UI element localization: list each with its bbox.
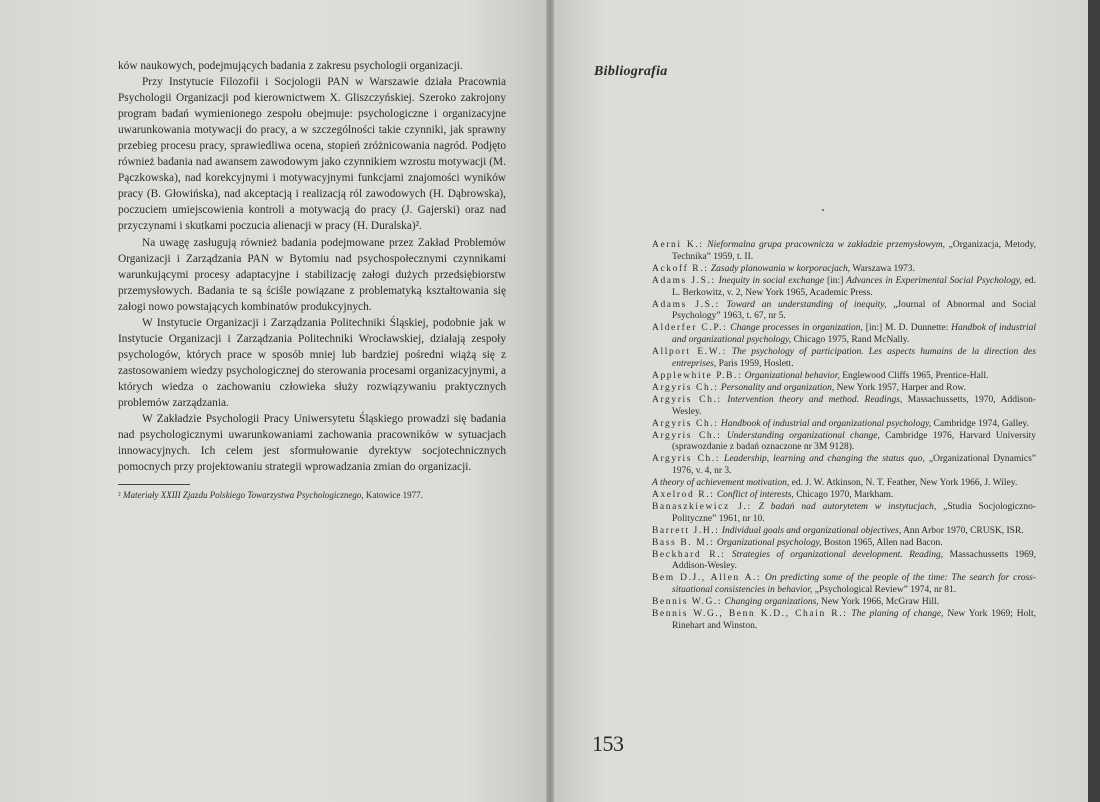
- entry-author: Allport E.W.:: [652, 347, 727, 358]
- bibliography-entry: [652, 526, 1036, 538]
- bibliography-entry: [652, 609, 1036, 633]
- entry-author: Argyris Ch.:: [652, 382, 719, 393]
- footnote-title: Materiały XXIII Zjazdu Polskiego Towarzystwa Psychologicznego,: [122, 490, 364, 501]
- entry-rest: „Studia Socjologiczno-Polityczne” 1961, nr 10.: [672, 501, 1037, 524]
- paragraph: W Instytucie Organizacji i Zarządzania Politechniki Śląskiej, podobnie jak w Instytucie Organizacji i Zarządzania Politechniki Wrocławskiej, działają zespoły psychologów, których prace w sposób mniej lub bardziej pośredni wiążą się z zastosowaniem wiedzy psychologicznej do sterowania procesami organizacyjnymi, a których wiedza o zachowaniu człowieka służy rozwiązywaniu praktycznych problemów zarządzania.: [118, 316, 506, 409]
- bibliography-entry: [652, 300, 1036, 324]
- paragraph: Przy Instytucie Filozofii i Socjologii PAN w Warszawie działa Pracownia Psychologii Organizacji pod kierownictwem X. Gliszczyńskiej. Szeroko zakrojony program badań wymienionego zespołu obejmuje: psychologiczne i organizacyjne uwarunkowania motywacji do pracy, a w szczególności takie czynniki, jak sprawny przebieg procesu pracy, sprawiedliwa ocena, stopień zróżnicowania nagród. Podjęto również badania nad awansem zawodowym jako czynnikiem wzrostu motywacji (M. Pączkowska), nad korekcyjnymi i motywacyjnymi funkcjami znajomości wyników pracy (B. Głowińska), nad akceptacją i realizacją ról zawodowych (H. Dąbrowska), poczuciem umiejscowienia kontroli a motywacją do pracy (J. Gajerski) oraz nad przyczynami i skutkami poczucia alienacji w pracy (H. Duralska)².: [118, 76, 506, 233]
- entry-title: Inequity in social exchange: [718, 275, 825, 286]
- bibliography-entry: [652, 431, 1036, 455]
- entry-rest: New York 1966, McGraw Hill.: [818, 597, 939, 608]
- entry-title: Leadership, learning and changing the status quo,: [724, 454, 925, 465]
- entry-rest: New York 1957, Harper and Row.: [834, 382, 966, 393]
- entry-title: On predicting some of the people of the time: The search for cross-situational consistencies in behavior,: [672, 573, 1036, 596]
- bibliography-entry: [652, 323, 1036, 347]
- entry-rest: Warszawa 1973.: [850, 263, 915, 274]
- bibliography-entry: [652, 490, 1036, 502]
- bibliography-entry: [652, 478, 1036, 490]
- entry-rest: Cambridge 1974, Galley.: [931, 418, 1029, 429]
- entry-author: Aerni K.:: [652, 240, 704, 250]
- paragraph: W Zakładzie Psychologii Pracy Uniwersytetu Śląskiego prowadzi się badania nad psychologicznymi uwarunkowaniami zachowania pracowników w sytuacjach innowacyjnych. Ich celem jest sformułowanie dyrektyw socjotechnicznych pomocnych przy projektowaniu strategii wprowadzania zmian do organizacji.: [118, 413, 506, 474]
- bibliography-entry: [652, 454, 1036, 478]
- entry-title: Intervention theory and method. Readings,: [727, 394, 903, 405]
- bibliography-entry: [652, 550, 1036, 574]
- entry-title: Strategies of organizational development. Reading,: [731, 549, 944, 560]
- bibliography-entry: [652, 347, 1036, 371]
- entry-rest: „Organizational Dynamics” 1976, v. 4, nr 3.: [672, 454, 1037, 477]
- entry-author: Bass B. M.:: [652, 537, 715, 548]
- bibliography-heading: Bibliografia: [594, 64, 668, 79]
- entry-title: The psychology of participation. Les aspects humains de la direction des entreprises,: [672, 347, 1037, 370]
- entry-author: Adams J.S.:: [652, 299, 720, 310]
- entry-rest: Englewood Cliffs 1965, Prentice-Hall.: [839, 370, 989, 381]
- paragraph: Na uwagę zasługują również badania podejmowane przez Zakład Problemów Organizacji i Zarządzania PAN w Bytomiu nad psychospołecznymi czynnikami warunkującymi procesy adaptacyjne i stabilizację załogi dużych przedsiębiorstw przemysłowych. Badania te są ściśle powiązane z problematyką kształtowania się załogi nowo powstających kombinatów produkcyjnych.: [118, 236, 506, 313]
- entry-rest: ed. J. W. Atkinson, N. T. Feather, New York 1966, J. Wiley.: [789, 478, 1018, 489]
- entry-title: Conflict of interests,: [716, 490, 794, 501]
- entry-title: Organizational psychology,: [716, 537, 822, 548]
- entry-author: Applewhite P.B.:: [652, 370, 743, 381]
- left-text-column: [118, 58, 506, 501]
- paper-speck: [822, 209, 824, 211]
- entry-title: Organizational behavior,: [744, 370, 840, 381]
- bibliography-entry: [652, 240, 1036, 264]
- paragraph: ków naukowych, podejmujących badania z zakresu psychologii organizacji.: [118, 60, 463, 72]
- entry-rest2: Chicago 1975, Rand McNally.: [791, 335, 910, 346]
- entry-title: Zasady planowania w korporacjach,: [710, 263, 851, 274]
- entry-title: Change processes in organization,: [730, 323, 863, 334]
- entry-author: Alderfer C.P.:: [652, 323, 728, 334]
- entry-rest: Cambridge 1976, Harvard University (sprawozdanie z badań oznaczone nr 3M 9128).: [672, 430, 1036, 453]
- entry-author: Bennis W.G.:: [652, 597, 723, 608]
- entry-author: Axelrod R.:: [652, 490, 715, 501]
- entry-rest: Massachussetts, 1970, Addison-Wesley.: [672, 394, 1036, 417]
- footnote: [118, 489, 506, 501]
- entry-author: Argyris Ch.:: [652, 394, 722, 405]
- entry-rest: „Psychological Review” 1974, nr 81.: [812, 585, 957, 596]
- page-number: 153: [592, 731, 624, 756]
- entry-rest: Massachussetts 1969, Addison-Wesley.: [672, 549, 1037, 572]
- entry-rest: [in:]: [824, 275, 847, 286]
- footnote-rest: Katowice 1977.: [363, 490, 423, 501]
- entry-title2: Advances in Experimental Social Psychology,: [846, 275, 1022, 286]
- bibliography-entry: [652, 538, 1036, 550]
- bibliography-entry: [652, 395, 1036, 419]
- entry-title: The planing of change,: [851, 609, 944, 620]
- entry-rest: „Journal of Abnormal and Social Psychology” 1963, t. 67, nr 5.: [672, 299, 1037, 322]
- entry-title: Changing organizations,: [724, 597, 819, 608]
- entry-author: Argyris Ch.:: [652, 418, 719, 429]
- entry-title: Understanding organizational change,: [726, 430, 880, 441]
- entry-rest: Paris 1959, Hoslett.: [716, 359, 794, 370]
- book-gutter: [546, 0, 554, 802]
- entry-rest: [in:] M. D. Dunnette:: [862, 323, 952, 334]
- bibliography-entry: [652, 371, 1036, 383]
- entry-title2: Handbok of industrial and organizational psychology,: [672, 323, 1036, 346]
- bibliography-entry: [652, 264, 1036, 276]
- bibliography-entry: [652, 502, 1036, 526]
- entry-author: Bennis W.G., Benn K.D., Chain R.:: [652, 609, 848, 620]
- bibliography-list: [652, 240, 1036, 633]
- entry-rest2: ed. L. Berkowitz, v. 2, New York 1965, Academic Press.: [672, 275, 1037, 298]
- entry-title: Nieformalna grupa pracownicza w zakładzie przemysłowym,: [707, 240, 945, 250]
- entry-author: Barrett J.H.:: [652, 525, 720, 536]
- entry-rest: New York 1969; Holt, Rinehart and Winston.: [672, 609, 1037, 631]
- entry-author: Argyris Ch.:: [652, 430, 722, 441]
- entry-rest: „Organizacja, Metody, Technika” 1959, t. II.: [672, 240, 1036, 262]
- entry-author: Argyris Ch.:: [652, 454, 721, 465]
- bibliography-entry: [652, 597, 1036, 609]
- bibliography-entry: [652, 573, 1036, 597]
- entry-author: Adams J.S.:: [652, 275, 716, 286]
- entry-title: Personality and organization,: [720, 382, 835, 393]
- entry-author: Bem D.J., Allen A.:: [652, 573, 762, 584]
- bibliography-entry: [652, 419, 1036, 431]
- entry-title: Individual goals and organizational objectives,: [721, 525, 902, 536]
- entry-author: Beckhard R.:: [652, 549, 726, 560]
- bibliography-entry: [652, 383, 1036, 395]
- entry-author: Ackoff R.:: [652, 263, 709, 274]
- entry-rest: Ann Arbor 1970, CRUSK, ISR.: [901, 525, 1024, 536]
- entry-title: A theory of achievement motivation,: [652, 478, 790, 489]
- entry-title: Handbook of industrial and organizational psychology,: [720, 418, 932, 429]
- page-edge: [1088, 0, 1100, 802]
- entry-rest: Boston 1965, Allen nad Bacon.: [821, 537, 943, 548]
- entry-author: Banaszkiewicz J.:: [652, 501, 752, 512]
- entry-title: Z badań nad autorytetem w instytucjach,: [758, 501, 937, 512]
- footnote-rule: [118, 484, 190, 485]
- footnote-marker: ²: [118, 490, 123, 501]
- bibliography-entry: [652, 276, 1036, 300]
- entry-rest: Chicago 1970, Markham.: [793, 490, 894, 501]
- entry-title: Toward an understanding of inequity,: [726, 299, 887, 310]
